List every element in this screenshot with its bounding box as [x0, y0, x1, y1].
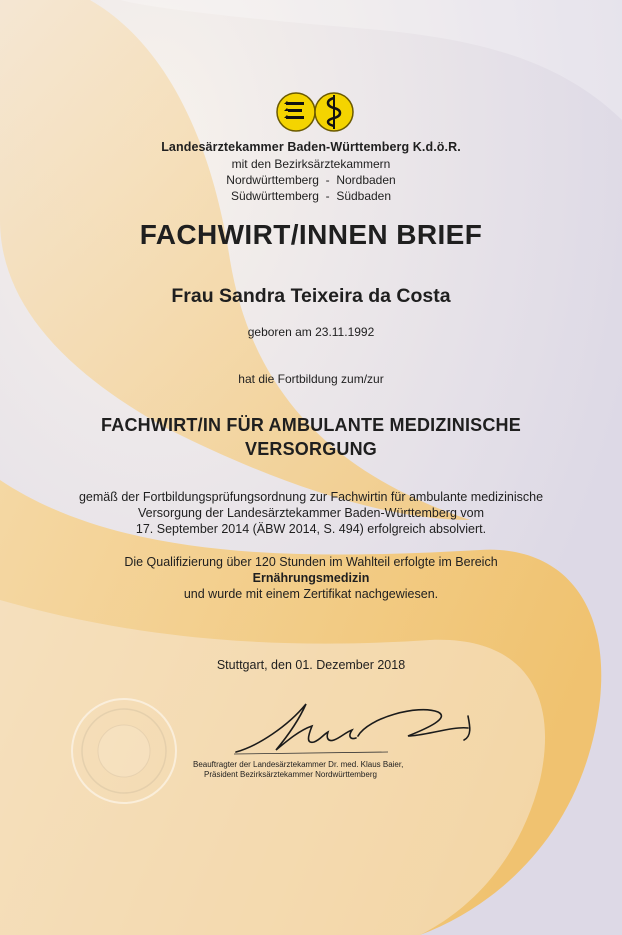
birth-date: geboren am 23.11.1992 [247, 325, 375, 339]
organization-name: Landesärztekammer Baden-Württemberg K.d.ö.R. [161, 140, 461, 154]
qualification-text-line3: und wurde mit einem Zertifikat nachgewiesen. [183, 587, 439, 601]
handwritten-signature [228, 696, 488, 758]
intro-text: hat die Fortbildung zum/zur [238, 372, 384, 386]
signature-caption-line2: Präsident Bezirksärztekammer Nordwürttemberg [204, 770, 377, 779]
organization-subtitle: mit den Bezirksärztekammern [231, 157, 391, 171]
organization-region-south: Südwürttemberg - Südbaden [230, 189, 392, 203]
legal-text-line1: gemäß der Fortbildungsprüfungsordnung zur Fachwirtin für ambulante medizinische [78, 490, 544, 504]
legal-text-line3: 17. September 2014 (ÄBW 2014, S. 494) erfolgreich absolviert. [135, 522, 487, 536]
embossed-seal-icon [68, 695, 180, 807]
certificate-title: FACHWIRT/INNEN BRIEF [139, 219, 483, 250]
qualification-field: Ernährungsmedizin [252, 571, 370, 585]
legal-text-line2: Versorgung der Landesärztekammer Baden-Württemberg vom [138, 506, 484, 520]
recipient-name: Frau Sandra Teixeira da Costa [171, 285, 451, 307]
organization-region-north: Nordwürttemberg - Nordbaden [226, 173, 396, 187]
signature-caption-line1: Beauftragter der Landesärztekammer Dr. med. Klaus Baier, [193, 760, 404, 769]
degree-title-line2: VERSORGUNG [244, 439, 378, 459]
degree-title-line1: FACHWIRT/IN FÜR AMBULANTE MEDIZINISCHE [101, 415, 521, 435]
coat-of-arms-logo-icon [276, 90, 356, 134]
place-and-date: Stuttgart, den 01. Dezember 2018 [216, 658, 406, 672]
qualification-text-line1: Die Qualifizierung über 120 Stunden im Wahlteil erfolgte im Bereich [124, 555, 498, 569]
